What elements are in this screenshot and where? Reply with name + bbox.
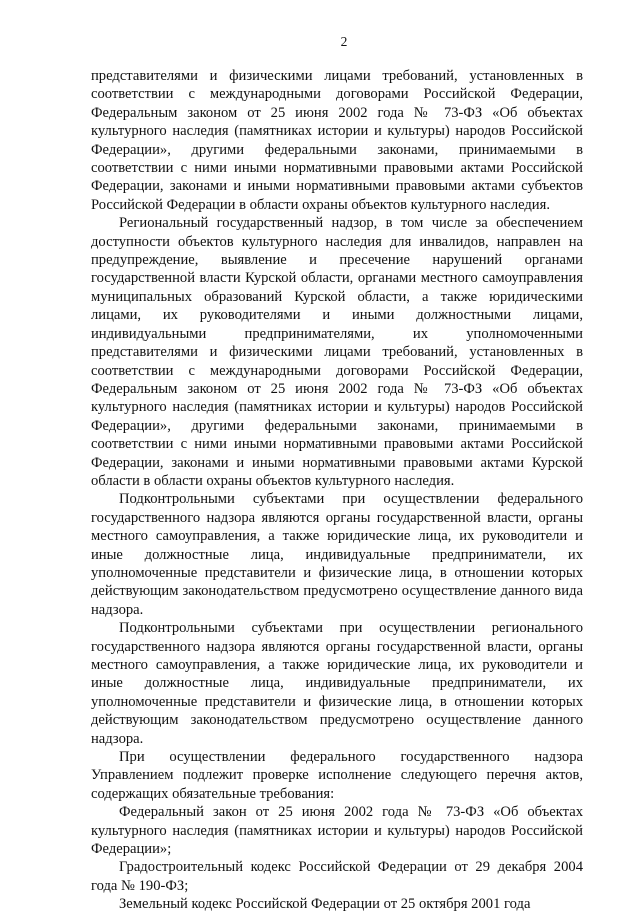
list-item-urban-code: Градостроительный кодекс Российской Федерации от 29 декабря 2004 года № 190-ФЗ;: [91, 859, 583, 894]
paragraph-continuation: представителями и физическими лицами требований, установленных в соответствии с международными договорами Российской Федерации, Федеральным законом от 25 июня 2002 года № 73-ФЗ «Об объектах культурного наследия (памятниках истории и культуры) народов Российской Федерации», другими федеральными законами, принимаемыми в соответствии с ними иными нормативными правовыми актами Российской Федерации, законами и иными нормативными правовыми актами субъектов Российской Федерации в области охраны объектов культурного наследия.: [91, 68, 583, 213]
list-item-federal-law: Федеральный закон от 25 июня 2002 года № 73-ФЗ «Об объектах культурного наследия (памятниках истории и культуры) народов Российской Федерации»;: [91, 804, 583, 858]
paragraph-regional-supervision: Региональный государственный надзор, в том числе за обеспечением доступности объектов культурного наследия для инвалидов, направлен на предупреждение, выявление и пресечение нарушений органами государственной власти Курской области, органами местного самоуправления муниципальных образований Курской области, а также юридическими лицами, их руководителями и иными должностными лицами, индивидуальными предпринимателями, их уполномоченными представителями и физическими лицами требований, установленных в соответствии с международными договорами Российской Федерации, Федеральным законом от 25 июня 2002 года № 73-ФЗ «Об объектах культурного наследия (памятниках истории и культуры) народов Российской Федерации», другими федеральными законами, принимаемыми в соответствии с ними иными нормативными правовыми актами Российской Федерации, законами и иными нормативными правовыми актами Курской области в области охраны объектов культурного наследия.: [91, 215, 583, 489]
paragraph-acts-intro: При осуществлении федерального государственного надзора Управлением подлежит проверке исполнение следующего перечня актов, содержащих обязательные требования:: [91, 749, 583, 802]
list-item-land-code: Земельный кодекс Российской Федерации от 25 октября 2001 года: [119, 896, 531, 913]
paragraph-regional-subjects: Подконтрольными субъектами при осуществлении регионального государственного надзора являются органы государственной власти, органы местного самоуправления, а также юридические лица, их руководители и иные должностные лица, индивидуальные предприниматели, их уполномоченные представители и физические лица, в отношении которых действующим законодательством предусмотрено осуществление данного надзора.: [91, 620, 583, 747]
page-number: 2: [340, 34, 348, 49]
paragraph-federal-subjects: Подконтрольными субъектами при осуществлении федерального государственного надзора являются органы государственной власти, органы местного самоуправления, а также юридические лица, их руководители и иные должностные лица, индивидуальные предприниматели, их уполномоченные представители и физические лица, в отношении которых действующим законодательством предусмотрено осуществление данного вида надзора.: [91, 491, 583, 618]
